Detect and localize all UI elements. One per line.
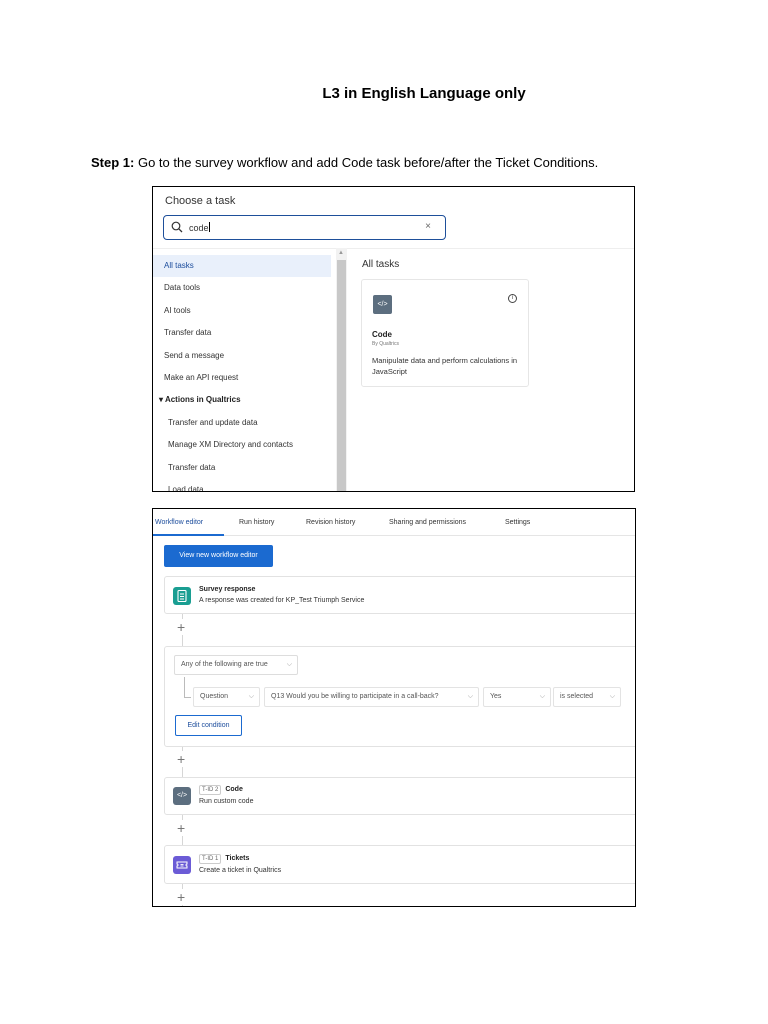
- header-divider: [153, 248, 634, 249]
- view-new-editor-button[interactable]: View new workflow editor: [164, 545, 273, 567]
- task-category-item[interactable]: [153, 367, 335, 389]
- task-category-label: Transfer and update data: [168, 417, 258, 427]
- trigger-subtitle: A response was created for KP_Test Triumph Service: [199, 597, 365, 604]
- survey-response-trigger[interactable]: [164, 576, 636, 614]
- task-category-label: Transfer data: [164, 328, 212, 338]
- task-category-label: Load data: [168, 484, 204, 492]
- search-value: code: [189, 223, 209, 233]
- task-group-header[interactable]: [153, 389, 335, 411]
- caret-down-icon: ▾: [159, 395, 165, 405]
- task-category-label: AI tools: [164, 305, 191, 315]
- tab-sharing-permissions[interactable]: Sharing and permissions: [389, 519, 467, 526]
- task-category-label: All tasks: [164, 261, 194, 270]
- step-instruction: [91, 155, 598, 170]
- search-icon: [171, 221, 183, 233]
- condition-value-dropdown[interactable]: Yes ⌵: [483, 687, 551, 707]
- chevron-down-icon: ⌵: [467, 693, 473, 700]
- edit-condition-button[interactable]: Edit condition: [175, 715, 242, 736]
- task-category-item[interactable]: [153, 322, 335, 344]
- choose-task-screenshot: [152, 186, 635, 492]
- code-icon: </>: [373, 295, 392, 314]
- scrollbar-thumb[interactable]: [337, 260, 346, 492]
- condition-tree-line: [184, 677, 185, 697]
- chevron-down-icon: ⌵: [248, 693, 254, 700]
- task-category-label: Transfer data: [168, 462, 216, 472]
- ticket-icon: [173, 856, 191, 874]
- chevron-down-icon: ⌵: [609, 693, 615, 700]
- code-task-card[interactable]: [361, 279, 529, 387]
- tickets-task-title: T-ID 1 Tickets: [199, 854, 249, 864]
- task-list-scrollbar[interactable]: [336, 248, 347, 492]
- task-category-item[interactable]: [153, 479, 335, 492]
- task-category-label: Actions in Qualtrics: [164, 395, 241, 405]
- condition-tree-branch: [184, 697, 191, 698]
- card-title: Code: [372, 330, 392, 339]
- task-category-list: [153, 255, 335, 492]
- tickets-task[interactable]: [164, 845, 636, 884]
- document-title: L3 in English Language only: [322, 85, 526, 102]
- clear-search-icon[interactable]: ×: [425, 221, 431, 232]
- add-step-icon[interactable]: +: [177, 820, 186, 836]
- results-header: All tasks: [362, 259, 400, 270]
- task-category-item[interactable]: [153, 412, 335, 434]
- chevron-down-icon: ⌵: [286, 661, 292, 668]
- task-category-label: Data tools: [164, 283, 201, 293]
- condition-card: [164, 646, 636, 747]
- info-icon[interactable]: i: [508, 294, 517, 303]
- add-step-icon[interactable]: +: [177, 619, 186, 635]
- survey-icon: [173, 587, 191, 605]
- task-search-input[interactable]: [163, 215, 446, 240]
- condition-operator-dropdown[interactable]: is selected ⌵: [553, 687, 621, 707]
- code-icon: </>: [173, 787, 191, 805]
- workflow-editor-screenshot: [152, 508, 636, 907]
- active-tab-indicator: [153, 534, 224, 536]
- task-category-item[interactable]: [153, 300, 335, 322]
- scroll-up-icon[interactable]: ▲: [338, 250, 344, 256]
- task-category-item[interactable]: [153, 434, 335, 456]
- tickets-task-subtitle: Create a ticket in Qualtrics: [199, 867, 282, 874]
- trigger-title: Survey response: [199, 586, 256, 593]
- step-text: Go to the survey workflow and add Code task before/after the Ticket Conditions.: [134, 155, 599, 170]
- tab-settings[interactable]: Settings: [505, 519, 531, 526]
- task-category-item[interactable]: [153, 457, 335, 479]
- choose-task-header: Choose a task: [165, 195, 236, 207]
- task-id-badge: T-ID 1: [199, 854, 221, 864]
- card-description: Manipulate data and perform calculations in JavaScript: [372, 356, 518, 376]
- code-task-title: T-ID 2 Code: [199, 785, 243, 795]
- chevron-down-icon: ⌵: [539, 693, 545, 700]
- condition-question-dropdown[interactable]: Q13 Would you be willing to participate in a call-back? ⌵: [264, 687, 479, 707]
- task-category-label: Send a message: [164, 350, 225, 360]
- task-category-item[interactable]: [153, 277, 335, 299]
- step-label: Step 1:: [91, 155, 135, 170]
- task-category-label: Manage XM Directory and contacts: [168, 440, 293, 450]
- condition-mode-dropdown[interactable]: Any of the following are true ⌵: [174, 655, 298, 675]
- tab-workflow-editor[interactable]: Workflow editor: [155, 519, 204, 526]
- add-step-icon[interactable]: +: [177, 751, 186, 767]
- task-category-item[interactable]: [153, 345, 335, 367]
- tab-run-history[interactable]: Run history: [239, 519, 275, 526]
- add-step-icon[interactable]: +: [177, 889, 186, 905]
- task-category-label: Make an API request: [164, 372, 239, 382]
- card-author: By Qualtrics: [372, 341, 399, 347]
- workflow-tabs: [153, 509, 635, 536]
- task-id-badge: T-ID 2: [199, 785, 221, 795]
- code-task[interactable]: [164, 777, 636, 815]
- condition-field-dropdown[interactable]: Question ⌵: [193, 687, 260, 707]
- task-category-item[interactable]: [153, 255, 331, 277]
- code-task-subtitle: Run custom code: [199, 798, 254, 805]
- tab-revision-history[interactable]: Revision history: [306, 519, 356, 526]
